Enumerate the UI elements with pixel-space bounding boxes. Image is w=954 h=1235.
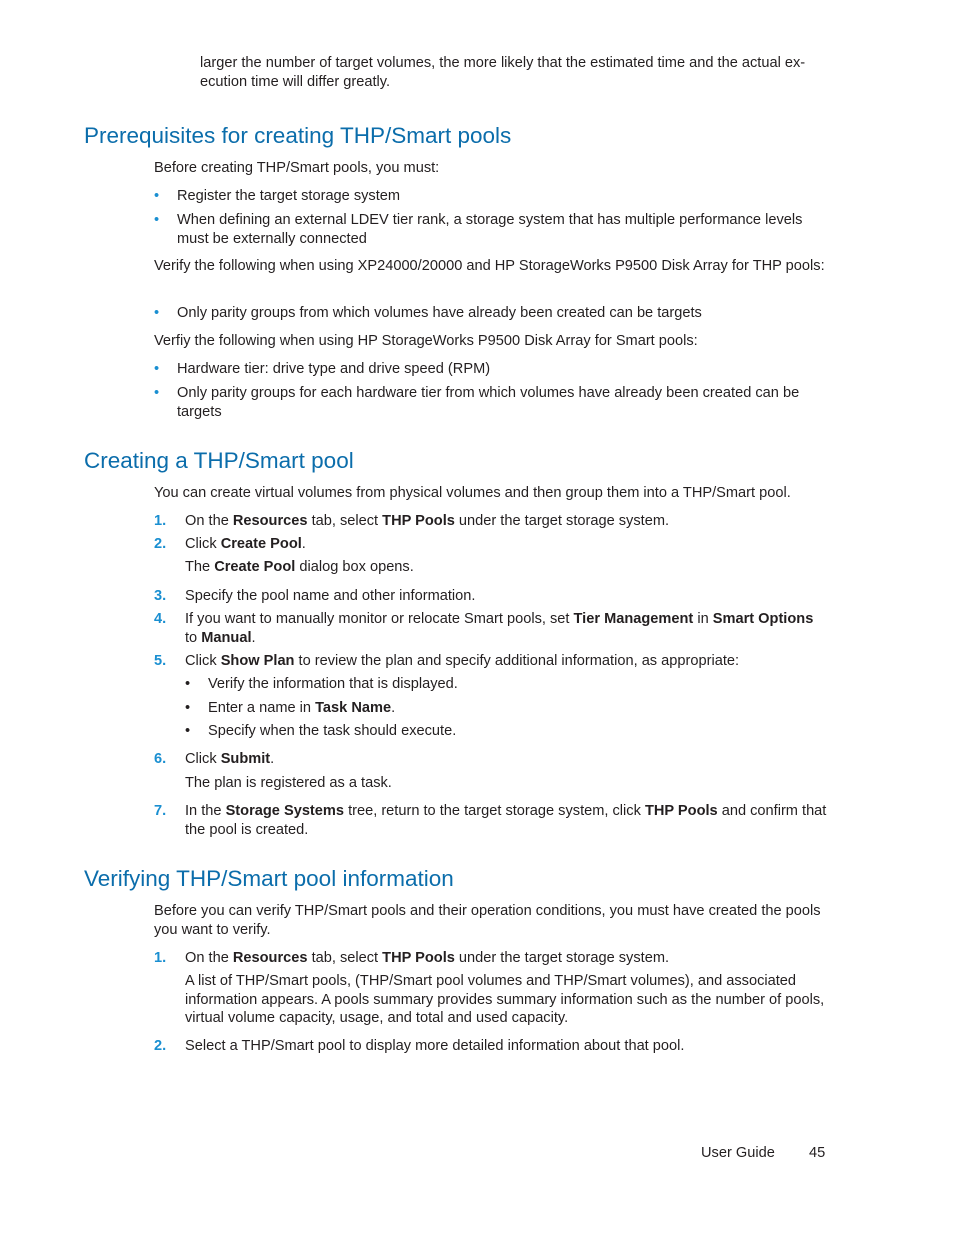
intro-line-1: larger the number of target volumes, the more likely that the estimated time and the actual ex-: [200, 55, 806, 71]
bullet-icon: •: [154, 305, 160, 321]
intro-paragraph: [200, 54, 830, 91]
section-heading-creating: Creating a THP/Smart pool: [84, 448, 354, 473]
step-number: 5.: [154, 653, 167, 669]
bullet-icon: •: [154, 385, 160, 401]
section1-verify-2: Verfiy the following when using HP StorageWorks P9500 Disk Array for Smart pools:: [154, 333, 698, 349]
section2-lead: You can create virtual volumes from physical volumes and then group them into a THP/Smart pool.: [154, 485, 791, 501]
intro-line-2: ecution time will differ greatly.: [200, 73, 391, 90]
bullet-icon: •: [185, 723, 191, 739]
page-number: 45: [809, 1145, 826, 1161]
step-number: 6.: [154, 751, 167, 767]
step-note: A list of THP/Smart pools, (THP/Smart pool volumes and THP/Smart volumes), and associated information appears. A pools summary provides summary information such as the number of pools, virtual volume capacity, usage, and total and used capacity.: [185, 973, 825, 1026]
step-number: 3.: [154, 588, 167, 604]
bullet-icon: •: [154, 212, 160, 228]
bullet-icon: •: [154, 361, 160, 377]
footer-label: User Guide: [701, 1145, 775, 1161]
section1-lead: Before creating THP/Smart pools, you must:: [154, 160, 440, 176]
section3-lead: Before you can verify THP/Smart pools and their operation conditions, you must have created the pools you want to verify.: [154, 903, 821, 938]
bullet-icon: •: [154, 188, 160, 204]
step-number: 4.: [154, 611, 167, 627]
bullet-icon: •: [185, 700, 191, 716]
step-number: 2.: [154, 1038, 167, 1054]
section-heading-prerequisites: Prerequisites for creating THP/Smart pools: [84, 123, 512, 148]
document-page: larger the number of target volumes, the more likely that the estimated time and the actual ex- ecution time will differ greatly. Prerequisites for creating THP/Smart pools Before creating THP/Smart pools, you must: • Register the target storage system • When defining an external LDEV tier rank, a storage system that has multiple performance levels must be externally connected Verify the following when using XP24000/20000 and HP StorageWorks P9500 Disk Array for THP pools: • Only parity groups from which volumes have already been created can be targets Verfiy the following when using HP StorageWorks P9500 Disk Array for Smart pools: • Hardware tier: drive type and drive speed (RPM) • Only parity groups for each hardware tier from which volumes have already been created can be targets Creating a THP/Smart pool You can create virtual volumes from physical volumes and then group them into a THP/Smart pool. 1. On the Resources tab, select THP Pools under the target storage system. 2. Click Create Pool. The Create Pool dialog box opens. 3. Specify the pool name and other information. 4. If you want to manually monitor or relocate Smart pools, set Tier Management in Smart Options to Manual. 5. Click Show Plan to review the plan and specify additional information, as appropriate: • Verify the information that is displayed. • Enter a name in Task Name. • Specify when the task should execute. 6. Click Submit. The plan is registered as a task. 7. In the Storage Systems tree, return to the target storage system, click THP Pools and confirm that the pool is created. Verifying THP/Smart pool information Before you can verify THP/Smart pools and their operation conditions, you must have created the pools you want to verify. 1. On the Resources tab, select THP Pools under the target storage system. A list of THP/Smart pools, (THP/Smart pool volumes and THP/Smart volumes), and associated information appears. A pools summary provides summary information such as the number of pools, virtual volume capacity, usage, and total and used capacity. 2. Select a THP/Smart pool to display more detailed information about that pool. User Guide 45: [0, 0, 954, 1235]
section-heading-verifying: Verifying THP/Smart pool information: [84, 866, 454, 891]
step-number: 1.: [154, 950, 167, 966]
step-number: 1.: [154, 513, 167, 529]
step-number: 2.: [154, 536, 167, 552]
step-number: 7.: [154, 803, 167, 819]
bullet-icon: •: [185, 676, 191, 692]
section1-verify-1: Verify the following when using XP24000/20000 and HP StorageWorks P9500 Disk Array for THP pools:: [154, 258, 825, 274]
step-note: The plan is registered as a task.: [185, 775, 392, 791]
step-note: The Create Pool dialog box opens.: [185, 559, 414, 575]
